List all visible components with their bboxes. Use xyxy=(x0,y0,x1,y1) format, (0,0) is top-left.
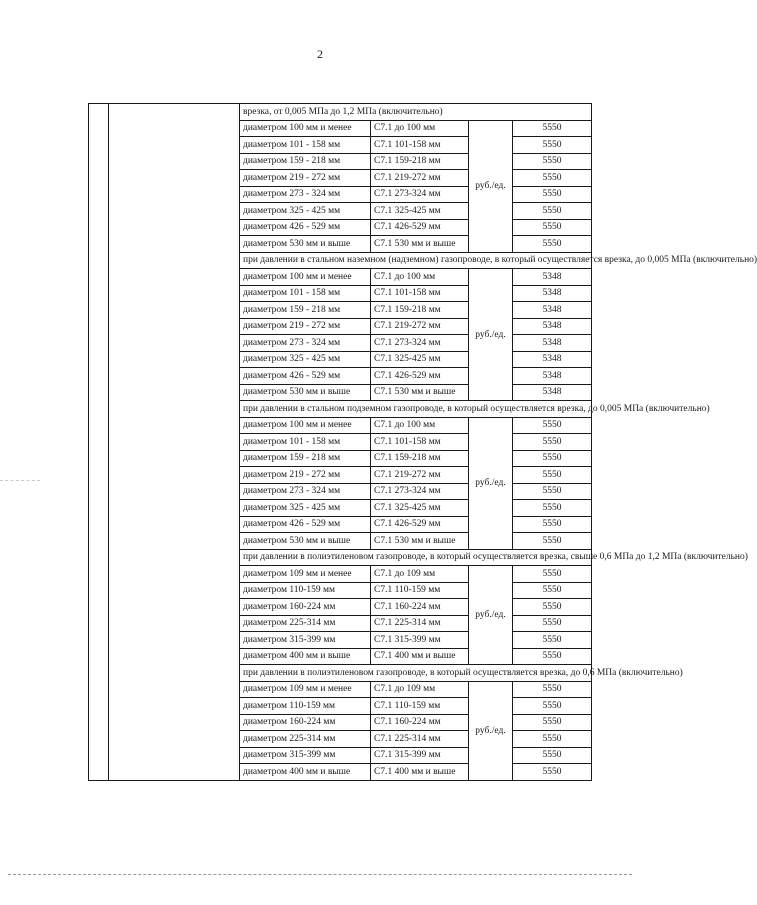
rate-code-cell: С7.1 315-399 мм xyxy=(371,747,469,764)
rate-code-cell: С7.1 до 100 мм xyxy=(371,417,469,434)
price-cell: 5550 xyxy=(513,203,592,220)
diameter-cell: диаметром 273 - 324 мм xyxy=(240,483,371,500)
rate-code-cell: С7.1 до 109 мм xyxy=(371,681,469,698)
rate-code-cell: С7.1 159-218 мм xyxy=(371,302,469,319)
diameter-cell: диаметром 530 мм и выше xyxy=(240,533,371,550)
diameter-cell: диаметром 110-159 мм xyxy=(240,582,371,599)
price-cell: 5550 xyxy=(513,450,592,467)
price-cell: 5550 xyxy=(513,533,592,550)
rate-code-cell: С7.1 530 мм и выше xyxy=(371,384,469,401)
price-cell: 5348 xyxy=(513,318,592,335)
section-title: при давлении в полиэтиленовом газопроводе, в который осуществляется врезка, свыше 0,6 МПа до 1,2 МПа (включительно) xyxy=(240,549,592,566)
rate-code-cell: С7.1 400 мм и выше xyxy=(371,648,469,665)
price-cell: 5550 xyxy=(513,186,592,203)
price-cell: 5348 xyxy=(513,335,592,352)
rate-code-cell: С7.1 325-425 мм xyxy=(371,500,469,517)
diameter-cell: диаметром 100 мм и менее xyxy=(240,120,371,137)
diameter-cell: диаметром 273 - 324 мм xyxy=(240,186,371,203)
section-title: при давлении в стальном наземном (надземном) газопроводе, в который осуществляется врезка, до 0,005 МПа (включительно) xyxy=(240,252,592,269)
price-cell: 5348 xyxy=(513,384,592,401)
section-title: при давлении в стальном подземном газопроводе, в который осуществляется врезка, до 0,005 МПа (включительно) xyxy=(240,401,592,418)
rate-code-cell: С7.1 225-314 мм xyxy=(371,615,469,632)
diameter-cell: диаметром 159 - 218 мм xyxy=(240,450,371,467)
rate-code-cell: С7.1 225-314 мм xyxy=(371,731,469,748)
rate-code-cell: С7.1 315-399 мм xyxy=(371,632,469,649)
unit-cell: руб./ед. xyxy=(469,681,513,780)
diameter-cell: диаметром 530 мм и выше xyxy=(240,384,371,401)
unit-cell: руб./ед. xyxy=(469,120,513,252)
footer-rule xyxy=(8,874,632,875)
rate-code-cell: С7.1 273-324 мм xyxy=(371,483,469,500)
rate-code-cell: С7.1 219-272 мм xyxy=(371,318,469,335)
rate-code-cell: С7.1 426-529 мм xyxy=(371,219,469,236)
price-cell: 5550 xyxy=(513,153,592,170)
diameter-cell: диаметром 315-399 мм xyxy=(240,632,371,649)
diameter-cell: диаметром 101 - 158 мм xyxy=(240,285,371,302)
diameter-cell: диаметром 109 мм и менее xyxy=(240,566,371,583)
rate-code-cell: С7.1 273-324 мм xyxy=(371,335,469,352)
rate-code-cell: С7.1 160-224 мм xyxy=(371,599,469,616)
diameter-cell: диаметром 400 мм и выше xyxy=(240,764,371,781)
diameter-cell: диаметром 109 мм и менее xyxy=(240,681,371,698)
diameter-cell: диаметром 426 - 529 мм xyxy=(240,219,371,236)
page-number: 2 xyxy=(317,47,323,61)
price-cell: 5550 xyxy=(513,467,592,484)
rate-code-cell: С7.1 400 мм и выше xyxy=(371,764,469,781)
price-cell: 5550 xyxy=(513,599,592,616)
diameter-cell: диаметром 100 мм и менее xyxy=(240,417,371,434)
tariff-table-body xyxy=(89,104,757,781)
rate-code-cell: С7.1 до 109 мм xyxy=(371,566,469,583)
rate-code-cell: С7.1 до 100 мм xyxy=(371,120,469,137)
diameter-cell: диаметром 530 мм и выше xyxy=(240,236,371,253)
rate-code-cell: С7.1 159-218 мм xyxy=(371,450,469,467)
rate-code-cell: С7.1 426-529 мм xyxy=(371,516,469,533)
price-cell: 5348 xyxy=(513,368,592,385)
price-cell: 5550 xyxy=(513,516,592,533)
rate-code-cell: С7.1 160-224 мм xyxy=(371,714,469,731)
item-description-cell xyxy=(109,104,240,781)
diameter-cell: диаметром 426 - 529 мм xyxy=(240,516,371,533)
price-cell: 5550 xyxy=(513,236,592,253)
diameter-cell: диаметром 225-314 мм xyxy=(240,615,371,632)
price-cell: 5348 xyxy=(513,269,592,286)
unit-cell: руб./ед. xyxy=(469,566,513,665)
rate-code-cell: С7.1 325-425 мм xyxy=(371,203,469,220)
rate-code-cell: С7.1 530 мм и выше xyxy=(371,533,469,550)
diameter-cell: диаметром 101 - 158 мм xyxy=(240,434,371,451)
price-cell: 5550 xyxy=(513,615,592,632)
price-cell: 5550 xyxy=(513,219,592,236)
item-number-cell xyxy=(89,104,109,781)
price-cell: 5550 xyxy=(513,434,592,451)
price-cell: 5550 xyxy=(513,747,592,764)
price-cell: 5550 xyxy=(513,731,592,748)
rate-code-cell: С7.1 110-159 мм xyxy=(371,698,469,715)
price-cell: 5550 xyxy=(513,681,592,698)
price-cell: 5348 xyxy=(513,285,592,302)
diameter-cell: диаметром 100 мм и менее xyxy=(240,269,371,286)
diameter-cell: диаметром 110-159 мм xyxy=(240,698,371,715)
rate-code-cell: С7.1 530 мм и выше xyxy=(371,236,469,253)
price-cell: 5550 xyxy=(513,170,592,187)
price-cell: 5550 xyxy=(513,648,592,665)
diameter-cell: диаметром 219 - 272 мм xyxy=(240,170,371,187)
rate-code-cell: С7.1 110-159 мм xyxy=(371,582,469,599)
price-cell: 5550 xyxy=(513,582,592,599)
price-cell: 5348 xyxy=(513,351,592,368)
rate-code-cell: С7.1 219-272 мм xyxy=(371,467,469,484)
diameter-cell: диаметром 315-399 мм xyxy=(240,747,371,764)
price-cell: 5550 xyxy=(513,120,592,137)
price-cell: 5550 xyxy=(513,137,592,154)
rate-code-cell: С7.1 219-272 мм xyxy=(371,170,469,187)
section-header-row xyxy=(89,104,592,121)
price-cell: 5550 xyxy=(513,483,592,500)
rate-code-cell: С7.1 159-218 мм xyxy=(371,153,469,170)
diameter-cell: диаметром 159 - 218 мм xyxy=(240,153,371,170)
price-cell: 5348 xyxy=(513,302,592,319)
diameter-cell: диаметром 219 - 272 мм xyxy=(240,467,371,484)
section-title: врезка, от 0,005 МПа до 1,2 МПа (включительно) xyxy=(240,104,592,121)
rate-code-cell: С7.1 101-158 мм xyxy=(371,137,469,154)
price-cell: 5550 xyxy=(513,714,592,731)
rate-code-cell: С7.1 426-529 мм xyxy=(371,368,469,385)
diameter-cell: диаметром 225-314 мм xyxy=(240,731,371,748)
price-cell: 5550 xyxy=(513,566,592,583)
rate-code-cell: С7.1 273-324 мм xyxy=(371,186,469,203)
price-cell: 5550 xyxy=(513,764,592,781)
price-cell: 5550 xyxy=(513,417,592,434)
diameter-cell: диаметром 219 - 272 мм xyxy=(240,318,371,335)
diameter-cell: диаметром 160-224 мм xyxy=(240,599,371,616)
diameter-cell: диаметром 400 мм и выше xyxy=(240,648,371,665)
unit-cell: руб./ед. xyxy=(469,269,513,401)
diameter-cell: диаметром 159 - 218 мм xyxy=(240,302,371,319)
diameter-cell: диаметром 325 - 425 мм xyxy=(240,203,371,220)
price-cell: 5550 xyxy=(513,632,592,649)
diameter-cell: диаметром 325 - 425 мм xyxy=(240,351,371,368)
rate-code-cell: С7.1 325-425 мм xyxy=(371,351,469,368)
price-cell: 5550 xyxy=(513,698,592,715)
diameter-cell: диаметром 426 - 529 мм xyxy=(240,368,371,385)
diameter-cell: диаметром 160-224 мм xyxy=(240,714,371,731)
diameter-cell: диаметром 325 - 425 мм xyxy=(240,500,371,517)
section-title: при давлении в полиэтиленовом газопроводе, в который осуществляется врезка, до 0,6 МПа (включительно) xyxy=(240,665,592,682)
unit-cell: руб./ед. xyxy=(469,417,513,549)
rate-code-cell: С7.1 101-158 мм xyxy=(371,434,469,451)
diameter-cell: диаметром 101 - 158 мм xyxy=(240,137,371,154)
rate-code-cell: С7.1 101-158 мм xyxy=(371,285,469,302)
diameter-cell: диаметром 273 - 324 мм xyxy=(240,335,371,352)
tariff-table xyxy=(88,103,757,781)
price-cell: 5550 xyxy=(513,500,592,517)
rate-code-cell: С7.1 до 100 мм xyxy=(371,269,469,286)
scan-edge-mark xyxy=(0,480,40,481)
